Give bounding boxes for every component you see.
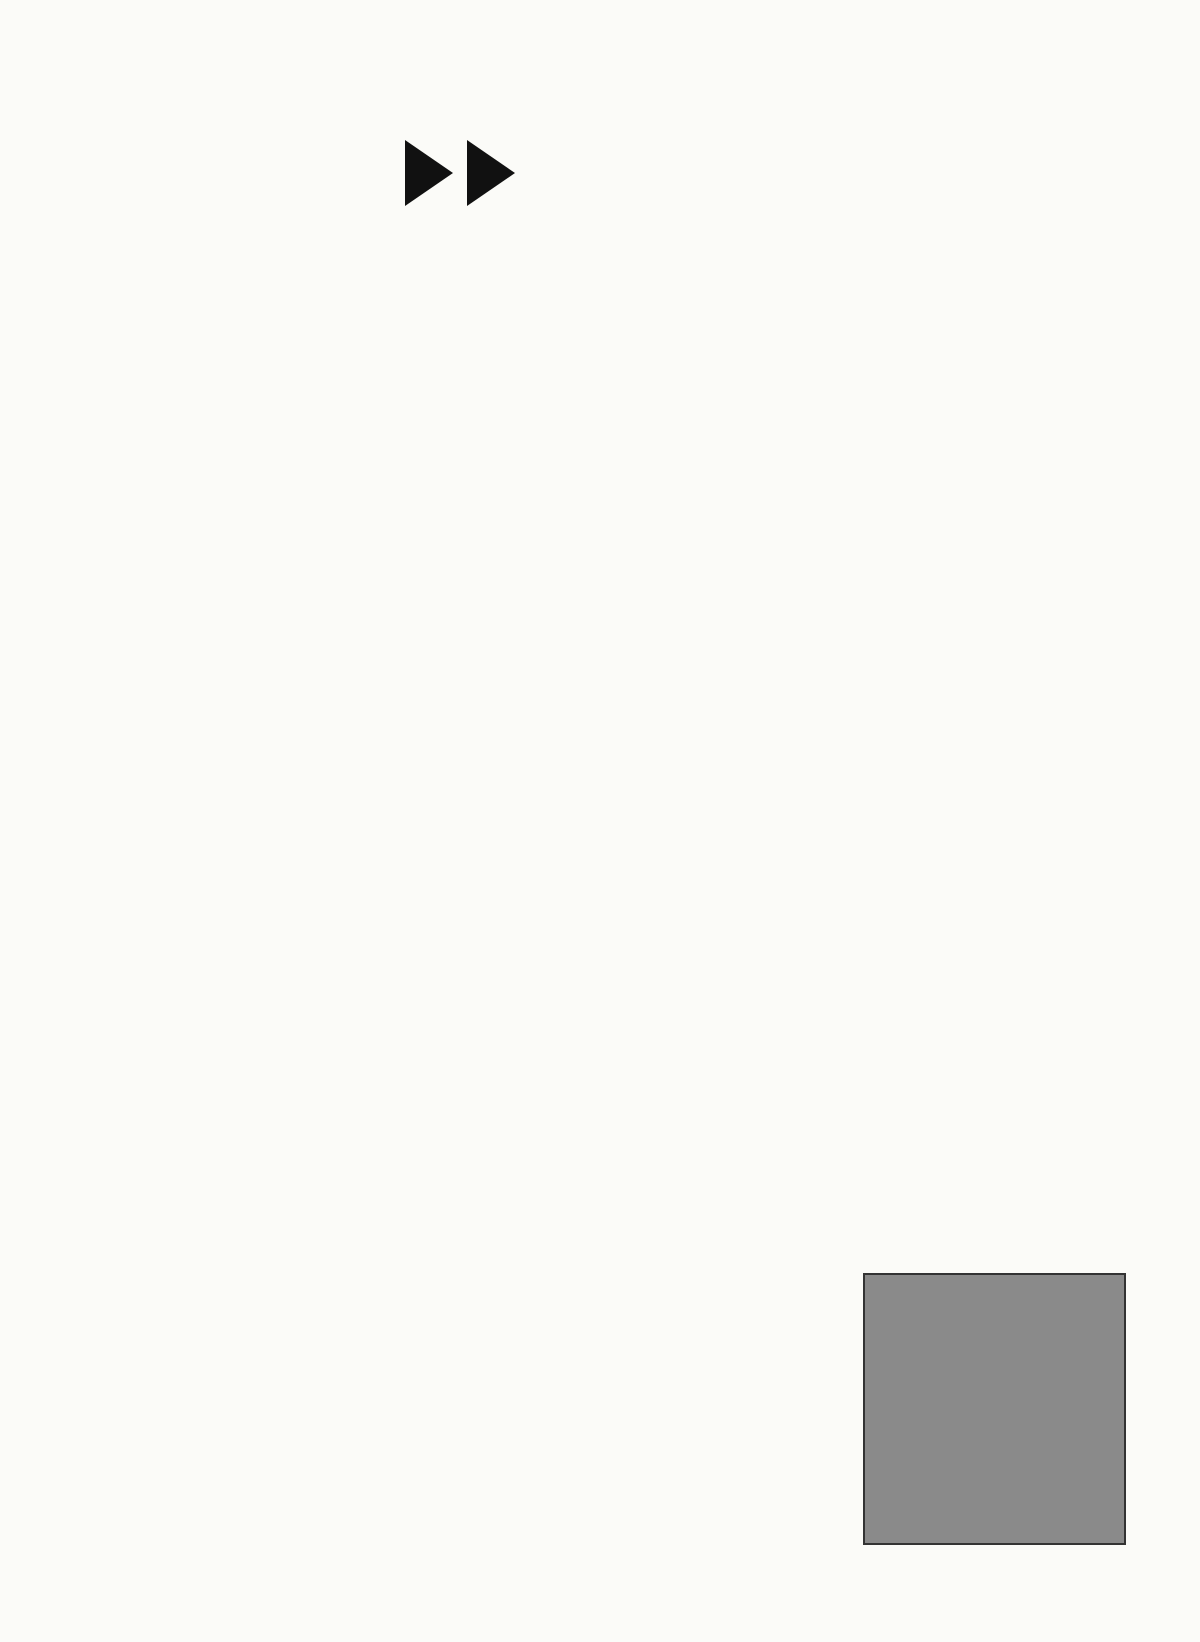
qr-code-graphic: [418, 34, 494, 110]
double-arrow-icon: [405, 140, 527, 206]
qr-code: [418, 34, 494, 110]
difficulty-legend: [863, 1273, 1126, 1545]
